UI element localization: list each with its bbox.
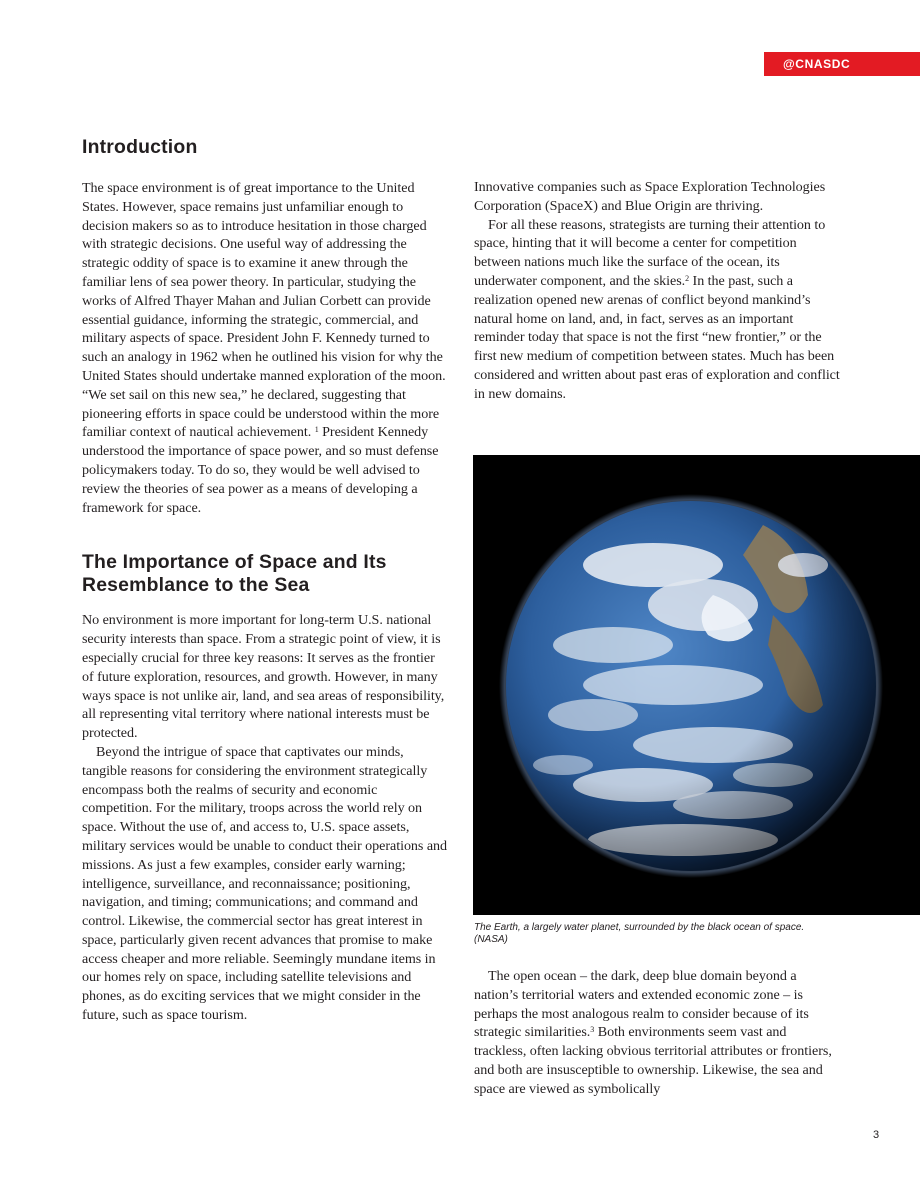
right-paragraph-3-tail: Both environments seem vast and trackless, often lacking obvious territorial attributes or frontiers, and both are insusceptible to ownership. Likewise, the sea and space are viewed as symbolically — [474, 1024, 832, 1097]
introduction-text: The space environment is of great importance to the United States. However, space remains just unfamiliar enough to decision makers so as to introduce hesitation in those charged with strategic decisions. One useful way of addressing the strategic oddity of space is to examine it anew through the familiar lens of sea power theory. In particular, studying the works of Alfred Thayer Mahan and Julian Corbett can provide essential guidance, informing the strategic, commercial, and military aspects of space. President John F. Kennedy turned to such an analogy in 1962 when he outlined his vision for why the United States should undertake manned exploration of the moon. “We set sail on this new sea,” he declared, suggesting that pioneering efforts in space could be understood within the more familiar context of nautical achievement. — [82, 180, 446, 441]
introduction-heading: Introduction — [82, 136, 198, 158]
right-paragraph-2-tail: In the past, such a realization opened new arenas of conflict beyond mankind’s natural home on land, and, in fact, serves as an important reminder today that space is not the first “new frontier,” or the first new medium of competition between states. Much has been considered and written about past eras of exploration and conflict in new domains. — [474, 272, 840, 402]
photo-caption: The Earth, a largely water planet, surrounded by the black ocean of space. (NASA) — [474, 922, 805, 946]
earth-globe-illustration — [473, 455, 920, 915]
right-paragraph-2 — [474, 216, 840, 404]
page-number: 3 — [873, 1129, 880, 1141]
right-paragraph-3-text: The open ocean – the dark, deep blue domain beyond a nation’s territorial waters and extended economic zone – is perhaps the most analogous realm to consider because of its strategic similarities. — [474, 968, 809, 1041]
right-paragraph-1: Innovative companies such as Space Exploration Technologies Corporation (SpaceX) and Blue Origin are thriving. — [474, 179, 826, 214]
cnasdc-tag: @CNASDC — [764, 52, 920, 76]
earth-photo — [473, 455, 920, 915]
footnote-1[interactable]: 1 — [314, 425, 319, 435]
importance-paragraph-2: Beyond the intrigue of space that captivates our minds, tangible reasons for considering the environment strategically encompass both the realms of security and economic competition. For the military, troops across the world rely on space. Without the use of, and access to, U.S. space assets, military services would be unable to conduct their operations and missions. As just a few examples, consider early warning; intelligence, surveillance, and reconnaissance; positioning, navigation, and timing; communications; and command and control. Likewise, the commercial sector has great interest in space, particularly given recent advances that promise to make access cheaper and more reliable. Seemingly mundane items in our homes rely on space, including satellite televisions and phones, as do exciting services that we might consider in the future, such as space tourism. — [82, 743, 448, 1024]
right-column-top — [474, 178, 840, 404]
importance-paragraph-1: No environment is more important for long-term U.S. national security interests than space. From a strategic point of view, it is especially crucial for three key reasons: It serves as the frontier of future exploration, resources, and growth. However, in many ways space is not unlike air, land, and sea areas of responsibility, all representing vital territory where national interests must be protected. — [82, 612, 445, 742]
right-column-bottom — [474, 967, 840, 1099]
footnote-3[interactable]: 3 — [590, 1025, 595, 1035]
importance-heading: The Importance of Space and Its Resemblance to the Sea — [82, 551, 387, 597]
footnote-2[interactable]: 2 — [685, 273, 690, 283]
left-column — [82, 136, 448, 1025]
right-paragraph-3 — [474, 967, 840, 1099]
introduction-paragraph — [82, 179, 448, 517]
introduction-text-tail: President Kennedy understood the importance of space power, and so must defense policymakers today. To do so, they would be well advised to review the theories of sea power as a means of developing a framework for space. — [82, 424, 439, 516]
right-paragraph-2-text: For all these reasons, strategists are turning their attention to space, hinting that it will become a center for competition between nations much like the surface of the ocean, its underwater component, and the skies. — [474, 216, 826, 289]
